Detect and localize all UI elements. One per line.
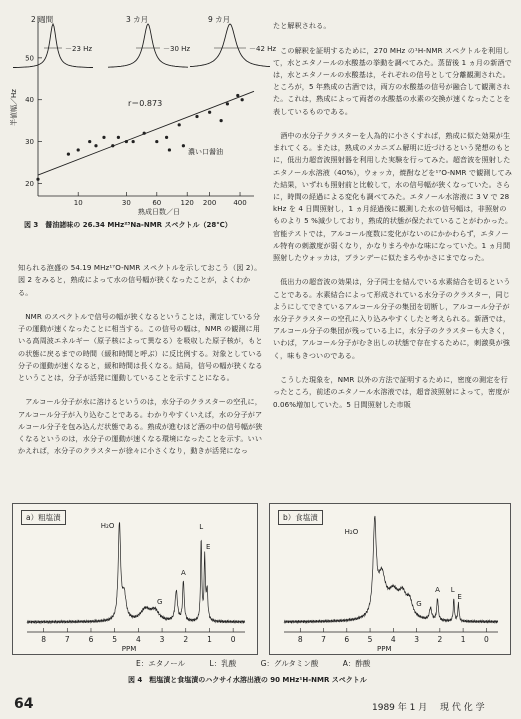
data-point — [168, 148, 171, 151]
data-point — [226, 102, 229, 105]
x-tick-label: 120 — [180, 199, 194, 207]
ppm-tick-label: 1 — [207, 635, 212, 644]
figure-3-ticks — [25, 54, 247, 207]
data-point — [236, 94, 239, 97]
ppm-tick-label: 4 — [135, 635, 141, 644]
ppm-tick-label: 7 — [321, 635, 326, 644]
figure-4-panel-b — [269, 503, 511, 655]
peak-label-A: A — [180, 569, 186, 577]
peak-label-h2o: H₂O — [100, 522, 115, 530]
data-point — [178, 123, 181, 126]
figure-3-series-label: 濃い口醤油 — [188, 148, 223, 156]
peak-label-L: L — [199, 523, 204, 531]
data-point — [165, 136, 168, 139]
x-tick-label: 400 — [233, 199, 247, 207]
data-point — [132, 140, 135, 143]
data-point — [155, 140, 158, 143]
left-paragraph-1: 知られる泡盛の 54.19 MHz¹⁷O-NMR スペクトルを示しておこう（図 2）。図 2 をみると，熟成によって水の信号幅が狭くなったことが，よくわかる。 — [18, 263, 262, 297]
figure-4-caption: 図 4 粗塩漬と食塩漬のハクサイ水溶出液の 90 MHz¹H-NMR スペクトル — [128, 676, 367, 684]
figure-4-legend — [136, 658, 486, 669]
ppm-tick-label: 4 — [390, 635, 396, 644]
data-point — [94, 144, 97, 147]
ppm-tick-label: 5 — [112, 635, 118, 644]
ppm-unit: PPM — [121, 645, 137, 653]
figure-3 — [8, 6, 277, 216]
figure-4-spectrum-b — [270, 504, 510, 654]
data-point — [195, 115, 198, 118]
right-paragraph-2: この解釈を証明するために，270 MHz の¹H-NMR スペクトルを利用して，水とエタノールの水酸基の挙動を調べてみた。蒸留後 1 ヵ月の新酒では，水とエタノールの水酸基は，それぞれの信号として分離観測された。ところが，5 年熟成の古酒では，両方の水酸基の信号が融合して観測された。これは，熟成によって両者の水酸基の水素の交換が速くなったことを表しているものである。 — [273, 45, 512, 116]
figure-4-panel-b-label: b）食塩漬 — [278, 510, 323, 525]
peak-label-L: L — [450, 586, 455, 594]
x-tick-label: 10 — [73, 199, 83, 207]
x-tick-label: 60 — [152, 199, 162, 207]
ppm-tick-label: 7 — [64, 635, 70, 644]
data-point — [36, 178, 39, 181]
ppm-tick-label: 0 — [230, 635, 236, 644]
figure-3-caption: 図 3 醤油諸味の 26.34 MHz²³Na-NMR スペクトル（28℃） — [24, 221, 232, 229]
ppm-unit: PPM — [377, 645, 392, 653]
right-paragraph-3: 酒中の水分子クラスターを人為的に小さくすれば，熟成に似た効果が生まれてくる。または，熟成のメカニズム解明に近づけるという発想のもとに，低出力超音波照射器を利用した実験を行ってみた。超音波を照射したエタノール水溶液（40%），ウォッカ，焼酎などを¹⁷O-NMR で観測してみた結果，いずれも照射前と比較して，水の信号幅が狭くなっていた。さらに，時間の経過による変化も調べてみた。エタノール水溶液に 3 V で 28 kHz を 4 日間照射し，1 ヵ月経過後に観測した水の信号幅は，非照射のものより 5 %減少しており，熟成的状態が保たれていることがわかった。官能テストでは，アルコール度数に変化がないのにかかわらず，エタノール特有の刺激度が弱くなり，かなりまろやかな味になっていた。1 ヵ月間照射したウォッカは，ブランデーに似たまろやかさにまでなった。 — [273, 131, 513, 263]
ppm-tick-label: 3 — [159, 635, 165, 644]
ppm-tick-label: 6 — [344, 635, 350, 644]
peak-label-E: E — [206, 543, 211, 551]
inset-width-label: －30 Hz — [163, 45, 191, 53]
data-point — [208, 111, 211, 114]
legend-acetic-acid: A：酢酸 — [342, 659, 371, 668]
x-tick-label: 30 — [121, 199, 131, 207]
ppm-tick-label: 0 — [483, 635, 489, 644]
peak-label-A: A — [435, 586, 440, 594]
data-point — [220, 119, 223, 122]
figure-3-ylabel: 半値幅／Hz — [10, 89, 18, 126]
legend-ethanol: E：エタノール — [136, 659, 186, 668]
figure-3-correlation-label: r＝0.873 — [128, 99, 163, 108]
data-point — [182, 144, 185, 147]
y-tick-label: 50 — [25, 54, 34, 63]
ppm-tick-label: 5 — [367, 635, 373, 644]
nmr-trace — [284, 516, 498, 623]
inset-period-label: 2 週間 — [31, 15, 54, 24]
ppm-tick-label: 8 — [297, 635, 303, 644]
ppm-tick-label: 6 — [88, 635, 94, 644]
left-paragraph-3: アルコール分子が水に溶けるというのは，水分子のクラスターの空孔に，アルコール分子が入り込むことである。わかりやすくいえば，水の分子がアルコール分子を包み込んだ状態である。熟成が進むほど酒の中の信号幅が狭くなるというのは，水分子の運動が速くなる環境になったことを示す。いいかえれば，水分子のクラスターが徐々に小さくなり，動きが活発になっ — [18, 397, 263, 456]
legend-glutamic-acid: G：グルタミン酸 — [260, 659, 319, 668]
y-tick-label: 20 — [25, 179, 34, 188]
data-point — [88, 140, 91, 143]
ppm-tick-label: 2 — [183, 635, 189, 644]
figure-3-insets — [13, 15, 276, 68]
inset-width-label: －42 Hz — [249, 45, 277, 53]
inset-period-label: 9 カ月 — [208, 15, 231, 24]
peak-label-G: G — [156, 598, 163, 606]
nmr-trace — [27, 522, 245, 623]
left-column — [18, 250, 263, 470]
data-point — [67, 153, 70, 156]
figure-3-chart — [8, 6, 277, 216]
ppm-tick-label: 2 — [437, 635, 443, 644]
peak-label-h2o: H₂O — [344, 528, 359, 536]
right-paragraph-5: こうした現象を，NMR 以外の方法で証明するために，密度の測定を行ったところ，前述のエタノール水溶液では，超音波照射によって，密度が 0.06%増加していた。5 日間照射した市販 — [273, 375, 510, 409]
x-tick-label: 200 — [202, 199, 217, 207]
data-point — [102, 136, 105, 139]
footer-journal: 現 代 化 学 — [440, 703, 485, 713]
inset-width-label: －23 Hz — [65, 45, 93, 53]
footer-date: 1989 年 1 月 — [372, 703, 428, 713]
figure-3-xlabel: 熟成日数／日 — [138, 208, 180, 216]
left-paragraph-2: NMR のスペクトルで信号の幅が狭くなるということは，測定している分子の運動が速くなったことに相当する。この信号の幅は，NMR の観測に用いる高周波エネルギー（原子核によって異なる）を吸収した原子核が，もとの状態に戻るまでの時間（緩和時間と呼ぶ）に反比例する。対象としている分子の運動が速くなると，緩和時間は長くなる。結局，信号の幅が狭くなるということは，分子が活発に運動していることを示すことになる。 — [18, 312, 263, 383]
data-point — [241, 98, 244, 101]
right-paragraph-1: たと解釈される。 — [273, 21, 331, 31]
y-tick-label: 30 — [25, 138, 34, 147]
ppm-tick-label: 8 — [41, 635, 46, 644]
legend-lactic-acid: L：乳酸 — [209, 659, 237, 668]
figure-4-panel-a — [12, 503, 258, 655]
inset-period-label: 3 カ月 — [126, 15, 149, 24]
figure-4-spectrum-a — [13, 504, 257, 654]
ppm-tick-label: 1 — [460, 635, 466, 644]
right-column — [273, 8, 513, 423]
page-number: 64 — [14, 696, 34, 712]
data-point — [117, 136, 120, 139]
peak-label-G: G — [416, 600, 422, 608]
y-tick-label: 40 — [25, 96, 34, 105]
data-point — [77, 148, 80, 151]
figure-4-panel-a-label: a）粗塩漬 — [21, 510, 66, 525]
peak-label-E: E — [457, 593, 462, 601]
ppm-tick-label: 3 — [414, 635, 419, 644]
right-paragraph-4: 低出力の超音波の効果は，分子同士を結んでいる水素結合を切るということである。水素結合によって形成されている水分子のクラスター，同じようにしてできているアルコール分子の集団を切断し，アルコール分子が水分子クラスターの空孔に入り込みやすくしたと考えられる。新酒では，アルコール分子の集団が残っている上に，水分子のクラスターも大きく，いわば，アルコール分子がむき出しの状態で存在するために，刺激臭が強く，味もきついのである。 — [273, 277, 511, 360]
